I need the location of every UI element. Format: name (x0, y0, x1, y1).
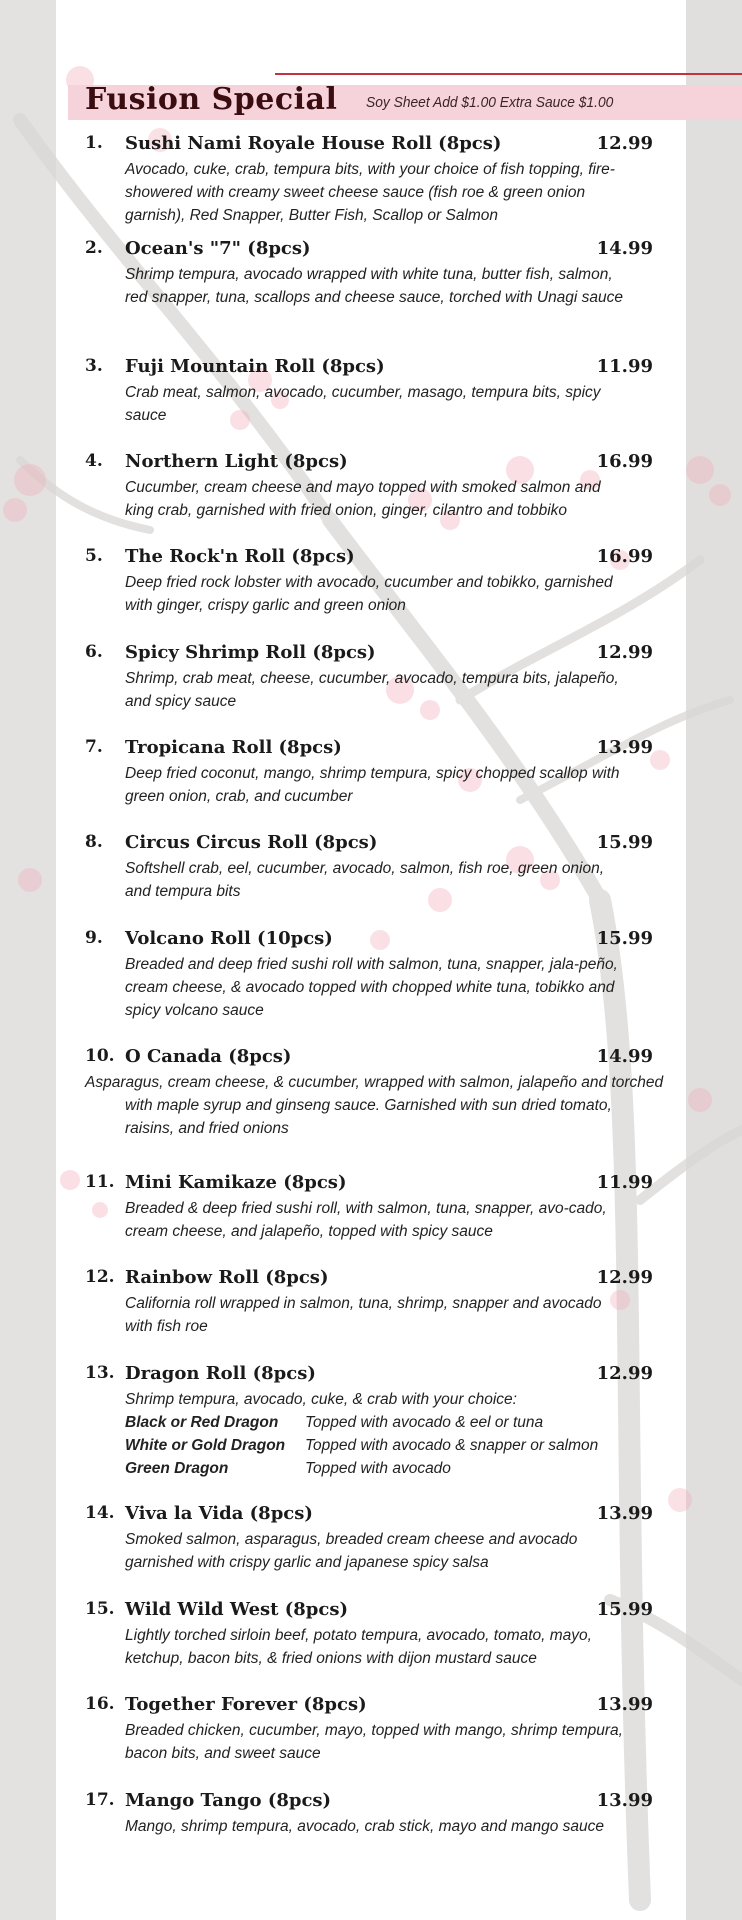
item-price: 15.99 (596, 1599, 653, 1620)
item-name: Rainbow Roll (8pcs) (125, 1267, 329, 1288)
option-description: Topped with avocado (305, 1460, 451, 1477)
item-description: Shrimp tempura, avocado, cuke, & crab with your choice: (125, 1391, 517, 1408)
item-description: Softshell crab, eel, cucumber, avocado, salmon, fish roe, green onion, and tempura bits (125, 860, 605, 900)
item-number: 6. (85, 642, 103, 662)
item-number: 7. (85, 737, 103, 757)
item-name: Circus Circus Roll (8pcs) (125, 832, 378, 853)
item-description: Breaded & deep fried sushi roll, with salmon, tuna, snapper, avo-cado, cream cheese, and jalapeño, topped with spicy sauce (125, 1200, 607, 1240)
item-number: 16. (85, 1694, 115, 1714)
item-number: 13. (85, 1363, 115, 1383)
item-price: 13.99 (596, 737, 653, 758)
item-price: 15.99 (596, 928, 653, 949)
item-name: Mini Kamikaze (8pcs) (125, 1172, 347, 1193)
item-description: California roll wrapped in salmon, tuna, shrimp, snapper and avocado with fish roe (125, 1295, 602, 1335)
item-name: Mango Tango (8pcs) (125, 1790, 332, 1811)
page-margin-strip (686, 0, 742, 1920)
item-price: 12.99 (596, 1267, 653, 1288)
item-price: 11.99 (596, 1172, 653, 1193)
item-number: 10. (85, 1046, 115, 1066)
item-name: Volcano Roll (10pcs) (125, 928, 333, 949)
item-name: Viva la Vida (8pcs) (125, 1503, 313, 1524)
option-name: Black or Red Dragon (125, 1414, 279, 1431)
item-number: 9. (85, 928, 103, 948)
item-description: Breaded chicken, cucumber, mayo, topped with mango, shrimp tempura, bacon bits, and sweet sauce (125, 1722, 623, 1762)
item-name: O Canada (8pcs) (125, 1046, 292, 1067)
item-number: 14. (85, 1503, 115, 1523)
item-price: 14.99 (596, 238, 653, 259)
section-title: Fusion Special (85, 82, 338, 117)
option-name: White or Gold Dragon (125, 1437, 286, 1454)
item-name: Wild Wild West (8pcs) (125, 1599, 349, 1620)
item-name: Together Forever (8pcs) (125, 1694, 367, 1715)
item-description: Lightly torched sirloin beef, potato tempura, avocado, tomato, mayo, ketchup, bacon bits, & fried onions with dijon mustard sauce (125, 1627, 592, 1667)
item-description: Avocado, cuke, crab, tempura bits, with your choice of fish topping, fire-showered with creamy sweet cheese sauce (fish roe & green onion garnish), Red Snapper, Butter Fish, Scallop or Salmon (125, 161, 615, 224)
item-number: 8. (85, 832, 103, 852)
item-number: 12. (85, 1267, 115, 1287)
item-description: Mango, shrimp tempura, avocado, crab stick, mayo and mango sauce (125, 1818, 605, 1835)
item-price: 12.99 (596, 642, 653, 663)
item-description: Asparagus, cream cheese, & cucumber, wrapped with salmon, jalapeño and torched with maple syrup and ginseng sauce. Garnished with sun dried tomato, raisins, and fried onions (85, 1074, 664, 1137)
item-name: Dragon Roll (8pcs) (125, 1363, 316, 1384)
item-description: Smoked salmon, asparagus, breaded cream cheese and avocado garnished with crispy garlic and japanese spicy salsa (125, 1531, 578, 1571)
item-price: 13.99 (596, 1790, 653, 1811)
item-description: Deep fried coconut, mango, shrimp tempura, spicy chopped scallop with green onion, crab, and cucumber (125, 765, 620, 805)
item-number: 4. (85, 451, 103, 471)
item-number: 11. (85, 1172, 115, 1192)
item-name: Tropicana Roll (8pcs) (125, 737, 342, 758)
item-name: Northern Light (8pcs) (125, 451, 348, 472)
header-rule (275, 73, 742, 75)
item-price: 12.99 (596, 1363, 653, 1384)
item-name: Spicy Shrimp Roll (8pcs) (125, 642, 376, 663)
item-number: 5. (85, 546, 103, 566)
item-price: 15.99 (596, 832, 653, 853)
item-name: Ocean's "7" (8pcs) (125, 238, 311, 259)
item-price: 13.99 (596, 1694, 653, 1715)
item-price: 12.99 (596, 133, 653, 154)
item-price: 14.99 (596, 1046, 653, 1067)
item-number: 15. (85, 1599, 115, 1619)
item-name: Fuji Mountain Roll (8pcs) (125, 356, 385, 377)
option-description: Topped with avocado & snapper or salmon (305, 1437, 599, 1454)
item-price: 16.99 (596, 451, 653, 472)
item-number: 2. (85, 238, 103, 258)
dragon-option (125, 1457, 645, 1480)
item-description: Cucumber, cream cheese and mayo topped with smoked salmon and king crab, garnished with fried onion, ginger, cilantro and tobbiko (125, 479, 601, 519)
item-name: Sushi Nami Royale House Roll (8pcs) (125, 133, 502, 154)
dragon-options (125, 1411, 645, 1480)
item-price: 16.99 (596, 546, 653, 567)
item-price: 13.99 (596, 1503, 653, 1524)
item-number: 3. (85, 356, 103, 376)
item-description: Shrimp, crab meat, cheese, cucumber, avocado, tempura bits, jalapeño, and spicy sauce (125, 670, 619, 710)
item-description: Deep fried rock lobster with avocado, cucumber and tobikko, garnished with ginger, crispy garlic and green onion (125, 574, 613, 614)
option-name: Green Dragon (125, 1460, 229, 1477)
item-price: 11.99 (596, 356, 653, 377)
item-description: Shrimp tempura, avocado wrapped with white tuna, butter fish, salmon, red snapper, tuna, scallops and cheese sauce, torched with Unagi sauce (125, 266, 624, 306)
item-number: 17. (85, 1790, 115, 1810)
dragon-option (125, 1411, 645, 1434)
item-description: Breaded and deep fried sushi roll with salmon, tuna, snapper, jala-peño, cream cheese, & avocado topped with chopped white tuna, tobikko and spicy volcano sauce (125, 956, 618, 1019)
option-description: Topped with avocado & eel or tuna (305, 1414, 544, 1431)
item-number: 1. (85, 133, 103, 153)
item-description: Crab meat, salmon, avocado, cucumber, masago, tempura bits, spicy sauce (125, 384, 601, 424)
item-name: The Rock'n Roll (8pcs) (125, 546, 355, 567)
dragon-option (125, 1434, 645, 1457)
section-note: Soy Sheet Add $1.00 Extra Sauce $1.00 (366, 94, 614, 111)
